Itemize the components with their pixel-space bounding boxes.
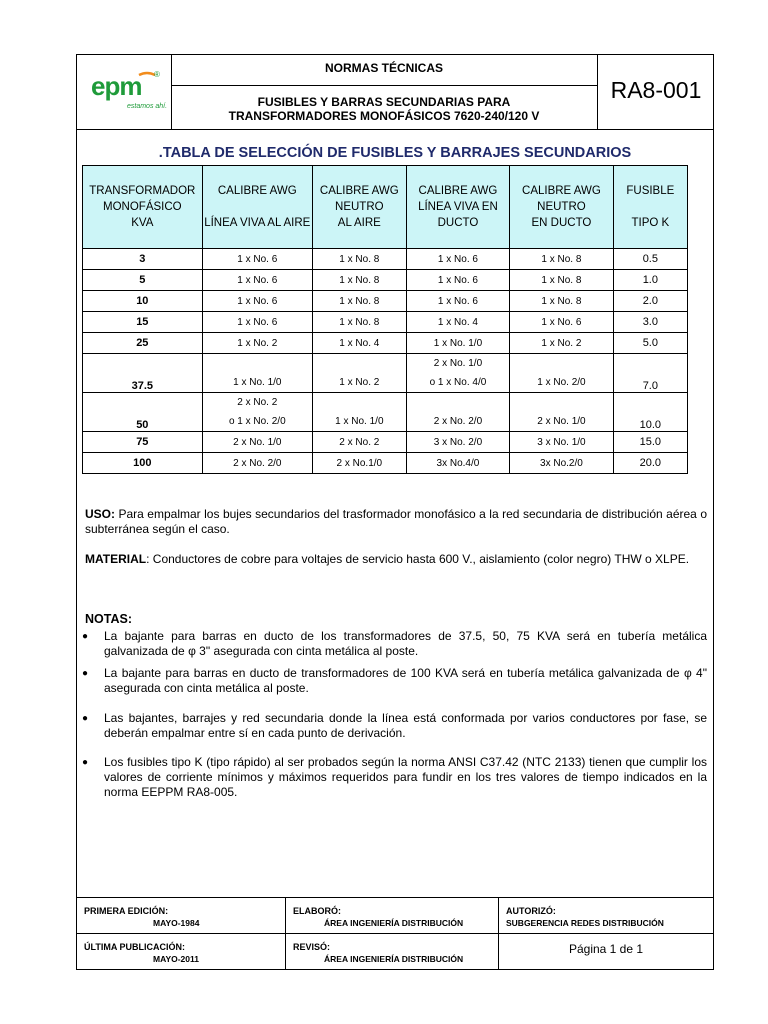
table-cell-viva-aire <box>202 249 312 270</box>
autorizo-value: SUBGERENCIA REDES DISTRIBUCIÓN <box>506 918 664 928</box>
table-cell-neutro-ducto <box>510 453 613 474</box>
table-cell-viva-aire <box>202 270 312 291</box>
table-cell-neutro-aire <box>312 291 406 312</box>
table-cell-fusible: 20.0 <box>613 453 687 474</box>
table-cell-neutro-aire <box>312 270 406 291</box>
cell-line: 1 x No. 2 <box>541 337 582 349</box>
material-text: : Conductores de cobre para voltajes de servicio hasta 600 V., aislamiento (color negro) THW o XLPE. <box>146 552 690 566</box>
table-cell-viva-ducto <box>406 249 509 270</box>
note-item <box>82 755 707 800</box>
table-cell-neutro-aire <box>312 393 406 432</box>
cell-line: 2 x No.1/0 <box>336 457 383 469</box>
column-header-line: EN DUCTO <box>531 217 592 229</box>
cell-line: 2 x No. 2/0 <box>233 457 282 469</box>
table-row <box>83 270 688 291</box>
column-header <box>406 166 509 249</box>
cell-line: 2 x No. 2 <box>339 436 380 448</box>
cell-line: 1 x No. 8 <box>541 253 582 265</box>
column-header <box>202 166 312 249</box>
table-cell-neutro-ducto <box>510 249 613 270</box>
column-header-line: TRANSFORMADOR <box>89 185 196 197</box>
table-cell-neutro-aire <box>312 354 406 393</box>
document-header <box>77 55 713 130</box>
logo-tagline: estamos ahí. <box>127 103 168 110</box>
elaboro-value: ÁREA INGENIERÍA DISTRIBUCIÓN <box>324 918 464 928</box>
uso-text: Para empalmar los bujes secundarios del trasformador monofásico a la red secundaria de distribución aérea o subterránea según el caso. <box>85 507 707 536</box>
cell-line: 1 x No. 1/0 <box>233 377 282 388</box>
column-header-line: NEUTRO <box>335 201 384 213</box>
cell-line: 1 x No. 6 <box>237 295 278 307</box>
cell-line: 1 x No. 6 <box>541 316 582 328</box>
material-paragraph <box>85 552 707 567</box>
table-cell-viva-ducto <box>406 333 509 354</box>
table-cell-kva: 37.5 <box>83 354 203 393</box>
table-row <box>83 312 688 333</box>
table-cell-neutro-ducto <box>510 270 613 291</box>
reviso-value: ÁREA INGENIERÍA DISTRIBUCIÓN <box>324 954 464 964</box>
cell-line: 2 x No. 1/0 <box>433 358 483 369</box>
table-cell-kva: 25 <box>83 333 203 354</box>
cell-line: 3 x No. 1/0 <box>537 436 586 448</box>
column-header <box>83 166 203 249</box>
column-header-line: LÍNEA VIVA EN <box>418 201 498 213</box>
cell-line: 3x No.4/0 <box>436 457 480 469</box>
table-cell-neutro-aire <box>312 312 406 333</box>
table-cell-kva: 75 <box>83 432 203 453</box>
cell-line: o 1 x No. 4/0 <box>429 377 487 388</box>
elaboro-label: ELABORÓ: <box>293 906 341 916</box>
column-header-line: LÍNEA VIVA AL AIRE <box>204 217 311 229</box>
uso-paragraph <box>85 507 707 537</box>
cell-line: 1 x No. 6 <box>437 274 478 286</box>
column-header-line: CALIBRE AWG <box>319 185 399 197</box>
table-cell-neutro-aire <box>312 333 406 354</box>
cell-line: 1 x No. 1/0 <box>433 337 483 349</box>
cell-line: 1 x No. 6 <box>437 253 478 265</box>
primera-edicion-label: PRIMERA EDICIÓN: <box>84 906 169 916</box>
table-cell-kva: 100 <box>83 453 203 474</box>
table-cell-viva-ducto <box>406 291 509 312</box>
table-cell-viva-ducto <box>406 354 509 393</box>
note-text: Los fusibles tipo K (tipo rápido) al ser probados según la norma ANSI C37.42 (NTC 2133) tienen que cumplir los valores de corriente mínimos y máximos requeridos para fundir en los tres valores de tiempo indicados en la norma EEPPM RA8-005. <box>104 755 707 799</box>
cell-line: 1 x No. 2/0 <box>537 377 586 388</box>
table-cell-fusible: 5.0 <box>613 333 687 354</box>
ultima-publicacion-value: MAYO-2011 <box>153 954 199 964</box>
note-text: La bajante para barras en ducto de transformadores de 100 KVA será en tubería metálica galvanizada de φ 4" asegurada con cinta metálica al poste. <box>104 666 707 695</box>
column-header-line: CALIBRE AWG <box>418 185 498 197</box>
column-header-line: CALIBRE AWG <box>522 185 601 197</box>
table-cell-viva-ducto <box>406 393 509 432</box>
footer-primera-edicion <box>77 898 286 934</box>
cell-line: 1 x No. 4 <box>437 316 478 328</box>
document-footer <box>77 897 713 970</box>
column-header-line: CALIBRE AWG <box>217 185 297 197</box>
cell-line: o 1 x No. 2/0 <box>228 416 286 427</box>
table-cell-viva-ducto <box>406 270 509 291</box>
ultima-publicacion-label: ÚLTIMA PUBLICACIÓN: <box>84 942 185 952</box>
cell-line: 1 x No. 6 <box>437 295 478 307</box>
uso-label: USO: <box>85 507 115 521</box>
footer-elaboro <box>286 898 499 934</box>
table-cell-viva-aire <box>202 291 312 312</box>
column-header-line: AL AIRE <box>337 217 381 229</box>
table-row <box>83 333 688 354</box>
note-item <box>82 629 707 659</box>
cell-line: 3 x No. 2/0 <box>433 436 483 448</box>
subtitle-line-1: FUSIBLES Y BARRAS SECUNDARIAS PARA <box>257 95 511 109</box>
cell-line: 1 x No. 8 <box>339 316 380 328</box>
table-cell-neutro-aire <box>312 453 406 474</box>
table-cell-viva-aire <box>202 432 312 453</box>
table-cell-viva-ducto <box>406 312 509 333</box>
footer-autorizo <box>499 898 713 934</box>
logo-registered-mark: ® <box>154 70 160 79</box>
footer-page-number <box>499 934 713 970</box>
table-cell-viva-aire <box>202 393 312 432</box>
cell-line: 3x No.2/0 <box>540 457 583 469</box>
page-number: Página 1 de 1 <box>568 942 644 956</box>
note-item <box>82 666 707 696</box>
subtitle-line-2: TRANSFORMADORES MONOFÁSICOS 7620-240/120 V <box>228 109 540 123</box>
table-row <box>83 453 688 474</box>
logo-text: epm <box>91 71 142 101</box>
table-cell-viva-aire <box>202 333 312 354</box>
table-cell-fusible: 3.0 <box>613 312 687 333</box>
table-cell-kva: 5 <box>83 270 203 291</box>
table-cell-viva-ducto <box>406 453 509 474</box>
note-text: Las bajantes, barrajes y red secundaria donde la línea está conformada por varios conductores por fase, se deberán empalmar entre sí en cada punto de derivación. <box>104 711 707 740</box>
cell-line: 1 x No. 8 <box>339 253 380 265</box>
cell-line: 1 x No. 6 <box>237 316 278 328</box>
table-cell-kva: 50 <box>83 393 203 432</box>
cell-line: 1 x No. 2 <box>237 337 278 349</box>
cell-line: 2 x No. 2 <box>237 397 278 408</box>
document-page <box>76 54 714 970</box>
table-cell-neutro-ducto <box>510 291 613 312</box>
cell-line: 1 x No. 2 <box>339 377 380 388</box>
table-cell-neutro-ducto <box>510 432 613 453</box>
footer-ultima-publicacion <box>77 934 286 970</box>
table-cell-neutro-ducto <box>510 312 613 333</box>
table-cell-neutro-ducto <box>510 393 613 432</box>
table-cell-kva: 3 <box>83 249 203 270</box>
cell-line: 2 x No. 1/0 <box>537 416 586 427</box>
cell-line: 1 x No. 8 <box>541 274 582 286</box>
cell-line: 1 x No. 6 <box>237 253 278 265</box>
table-cell-fusible: 15.0 <box>613 432 687 453</box>
document-subtitle <box>171 86 597 129</box>
table-row <box>83 393 688 432</box>
document-title: NORMAS TÉCNICAS <box>171 55 597 86</box>
cell-line: 1 x No. 6 <box>237 274 278 286</box>
column-header-line: FUSIBLE <box>626 185 675 197</box>
autorizo-label: AUTORIZÓ: <box>506 906 556 916</box>
bullet-icon: ● <box>82 668 89 679</box>
table-cell-neutro-aire <box>312 249 406 270</box>
document-code: RA8-001 <box>597 55 714 129</box>
column-header-line: TIPO K <box>631 217 670 229</box>
table-cell-viva-ducto <box>406 432 509 453</box>
note-text: La bajante para barras en ducto de los transformadores de 37.5, 50, 75 KVA será en tubería metálica galvanizada de φ 3" asegurada con cinta metálica al poste. <box>104 629 707 658</box>
cell-line: 1 x No. 8 <box>541 295 582 307</box>
notes-heading: NOTAS: <box>85 612 132 626</box>
note-item <box>82 711 707 741</box>
cell-line: 2 x No. 1/0 <box>233 436 282 448</box>
column-header-line: KVA <box>131 217 154 229</box>
cell-line: 1 x No. 8 <box>339 274 380 286</box>
cell-line: 2 x No. 2/0 <box>433 416 483 427</box>
table-cell-viva-aire <box>202 312 312 333</box>
table-cell-neutro-ducto <box>510 333 613 354</box>
table-cell-viva-aire <box>202 354 312 393</box>
column-header <box>613 166 687 249</box>
cell-line: 1 x No. 8 <box>339 295 380 307</box>
column-header-line: DUCTO <box>437 217 479 229</box>
bullet-icon: ● <box>82 631 89 642</box>
table-row <box>83 354 688 393</box>
table-cell-viva-aire <box>202 453 312 474</box>
table-body <box>83 249 688 474</box>
footer-reviso <box>286 934 499 970</box>
reviso-label: REVISÓ: <box>293 942 331 952</box>
table-title: .TABLA DE SELECCIÓN DE FUSIBLES Y BARRAJES SECUNDARIOS <box>158 145 632 161</box>
column-header-line: MONOFÁSICO <box>103 201 182 213</box>
table-row <box>83 291 688 312</box>
table-cell-kva: 15 <box>83 312 203 333</box>
table-cell-fusible: 1.0 <box>613 270 687 291</box>
logo-cell <box>77 55 172 129</box>
primera-edicion-value: MAYO-1984 <box>153 918 200 928</box>
table-cell-neutro-aire <box>312 432 406 453</box>
column-header-line: NEUTRO <box>537 201 586 213</box>
column-header <box>510 166 613 249</box>
material-label: MATERIAL <box>85 552 147 566</box>
table-cell-fusible: 10.0 <box>613 393 687 432</box>
cell-line: 1 x No. 4 <box>339 337 380 349</box>
table-header-row <box>83 166 688 249</box>
cell-line: 1 x No. 1/0 <box>335 416 384 427</box>
table-cell-fusible: 7.0 <box>613 354 687 393</box>
bullet-icon: ● <box>82 757 89 768</box>
table-row <box>83 432 688 453</box>
bullet-icon: ● <box>82 713 89 724</box>
fuse-selection-table <box>82 165 688 474</box>
table-cell-kva: 10 <box>83 291 203 312</box>
table-cell-fusible: 2.0 <box>613 291 687 312</box>
column-header <box>312 166 406 249</box>
table-cell-neutro-ducto <box>510 354 613 393</box>
table-row <box>83 249 688 270</box>
table-cell-fusible: 0.5 <box>613 249 687 270</box>
